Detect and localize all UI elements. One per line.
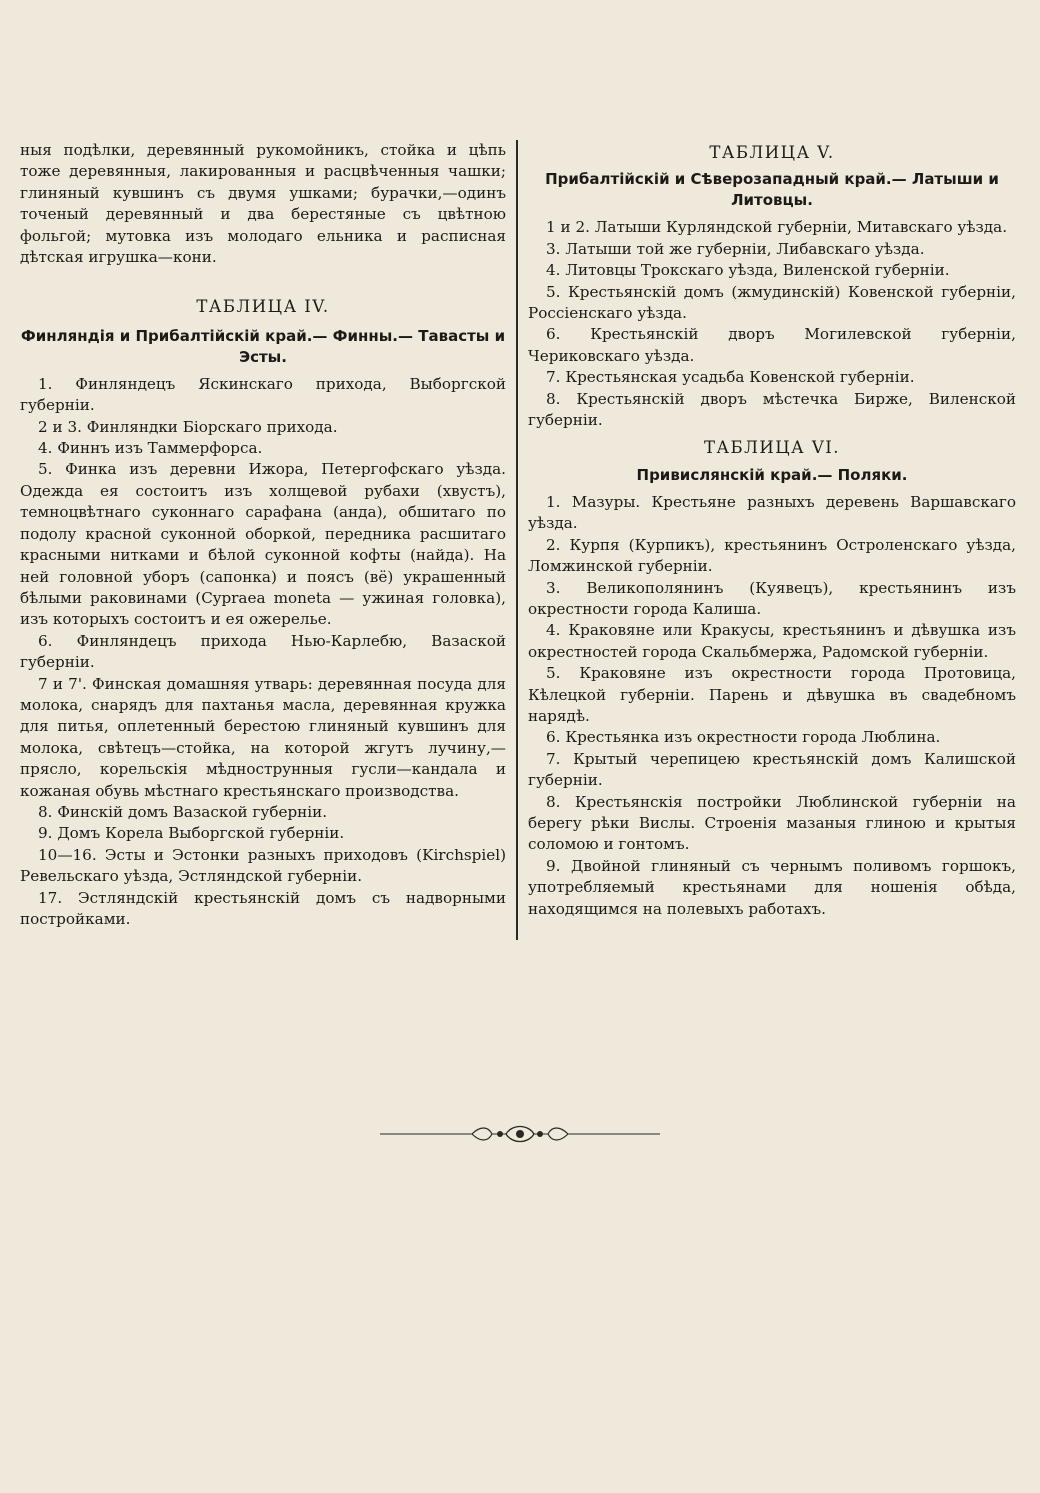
intro-paragraph: ныя подѣлки, деревянный рукомойникъ, стойка и цѣпь тоже деревянныя, лакированныя и расцвѣченныя чашки; глиняный кувшинъ съ двумя ушками; бурачки,—одинъ точеный деревянный и два берестяные съ цвѣтною фольгой; мутовка изъ молодаго ельника и расписная дѣтская игрушка—кони. (20, 141, 506, 267)
list-item: 4. Краковяне или Кракусы, крестьянинъ и дѣвушка изъ окрестностей города Скальбмержа, Радомской губерніи. (528, 621, 1016, 661)
list-item: 6. Финляндецъ прихода Нью-Карлебю, Вазаской губерніи. (20, 631, 506, 672)
list-item: 4. Литовцы Трокскаго уѣзда, Виленской губерніи. (546, 261, 950, 280)
list-item: 9. Двойной глиняный съ чернымъ поливомъ горшокъ, употребляемый крестьянами для ношенія обѣда, находящимся на полевыхъ работахъ. (528, 856, 1016, 918)
table-v-section-title: Прибалтійскій и Сѣверозападный край.— Латыши и Литовцы. (545, 170, 999, 210)
table-vi-section-title: Привислянскій край.— Поляки. (636, 465, 908, 484)
table-vi-heading: ТАБЛИЦА VI. (703, 438, 841, 458)
list-item: 6. Крестьянка изъ окрестности города Люблина. (546, 728, 941, 747)
right-column (528, 140, 1016, 920)
decorative-flourish-icon (380, 1122, 660, 1146)
list-item: 3. Великополянинъ (Куявецъ), крестьянинъ изъ окрестности города Калиша. (528, 578, 1016, 618)
list-item: 1. Финляндецъ Яскинскаго прихода, Выборгской губерніи. (20, 374, 506, 415)
list-item: 7. Крестьянская усадьба Ковенской губерніи. (546, 368, 915, 387)
left-column (20, 140, 506, 930)
list-item: 2. Курпя (Курпикъ), крестьянинъ Остроленскаго уѣзда, Ломжинской губерніи. (528, 535, 1016, 576)
list-item: 17. Эстляндскій крестьянскій домъ съ надворными постройками. (20, 888, 506, 928)
table-v-heading: ТАБЛИЦА V. (709, 143, 835, 162)
table-iv-heading: ТАБЛИЦА IV. (196, 297, 330, 317)
list-item: 8. Крестьянскій дворъ мѣстечка Бирже, Виленской губерніи. (528, 389, 1016, 430)
list-item: 7 и 7'. Финская домашняя утварь: деревянная посуда для молока, снарядъ для пахтанья масла, деревянная кружка для питья, оплетенный берестою глиняный кувшинъ для молока, свѣтецъ—стойка, на которой жгутъ лучину,—прясло, корельскія мѣднострунныя гусли—кандала и кожаная обувь мѣстнаго крестьянскаго производства. (20, 674, 506, 800)
table-iv-section-title: Финляндія и Прибалтійскій край.— Финны.— Тавасты и Эсты. (20, 326, 506, 366)
list-item: 1 и 2. Латыши Курляндской губерніи, Митавскаго уѣзда. (546, 218, 1008, 237)
list-item: 10—16. Эсты и Эстонки разныхъ приходовъ (Kirchspiel) Ревельскаго уѣзда, Эстляндской губерніи. (20, 845, 506, 886)
list-item: 7. Крытый черепицею крестьянскій домъ Калишской губерніи. (528, 749, 1016, 790)
list-item: 8. Финскій домъ Вазаской губерніи. (38, 802, 328, 821)
list-item: 3. Латыши той же губерніи, Либавскаго уѣзда. (546, 239, 925, 258)
list-item: 5. Финка изъ деревни Ижора, Петергофскаго уѣзда. Одежда ея состоитъ изъ холщевой рубахи (хвустъ), темноцвѣтнаго суконнаго сарафана (анда), обшитаго по подолу красной суконной оборкой, передника расшитаго красными нитками и бѣлой суконной кофты (найда). На ней головной уборъ (сапонка) и поясъ (вё) украшенный бѣлыми раковинами (Cypraea moneta — ужиная головка), изъ которыхъ состоитъ и ея ожерелье. (20, 460, 506, 629)
list-item: 1. Мазуры. Крестьяне разныхъ деревень Варшавскаго уѣзда. (528, 492, 1016, 533)
list-item: 9. Домъ Корела Выборгской губерніи. (38, 824, 345, 843)
list-item: 5. Краковяне изъ окрестности города Протовица, Кѣлецкой губерніи. Парень и дѣвушка въ свадебномъ нарядѣ. (528, 664, 1016, 725)
list-item: 6. Крестьянскій дворъ Могилевской губерніи, Чериковскаго уѣзда. (528, 325, 1016, 365)
list-item: 2 и 3. Финляндки Біорскаго прихода. (38, 417, 338, 436)
column-divider (516, 140, 518, 940)
list-item: 8. Крестьянскія постройки Люблинской губерніи на берегу рѣки Вислы. Строенія мазаныя глиною и крытыя соломою и гонтомъ. (528, 792, 1016, 854)
list-item: 5. Крестьянскій домъ (жмудинскій) Ковенской губерніи, Россіенскаго уѣзда. (528, 282, 1016, 323)
list-item: 4. Финнъ изъ Таммерфорса. (38, 439, 263, 458)
